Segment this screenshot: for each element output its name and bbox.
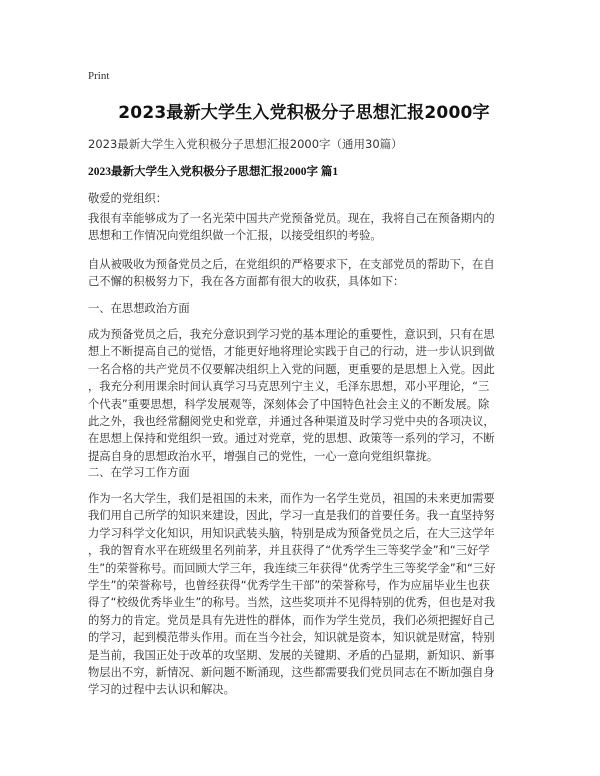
text-line: 一、在思想政治方面 (88, 302, 190, 315)
text-line: 学生”的荣誉称号，也曾经获得“优秀学生干部”的荣誉称号，作为应届毕业生也获 (88, 579, 490, 593)
text-line: ，我充分利用课余时间认真学习马克思列宁主义，毛泽东思想，邓小平理论，“三 (88, 380, 490, 394)
print-link[interactable]: Print (88, 70, 110, 82)
text-line: 思想和工作情况向党组织做一个汇报，以接受组织的考验。 (88, 229, 382, 243)
document-title: 2023最新大学生入党积极分子思想汇报2000字 (118, 103, 490, 123)
paragraph-study-work (88, 490, 514, 699)
text-line: 我们用自己所学的知识来建设，因此，学习一直是我们的首要任务。我一直坚持努 (88, 509, 495, 523)
text-line: 提高自身的思想政治水平，增强自己的党性，一心一意向党组织靠拢。 (88, 449, 439, 463)
salutation-text: 敬爱的党组织： (88, 192, 168, 205)
text-line: 力学习科学文化知识，用知识武装头脑，特别是成为预备党员之后，在大三这学年 (88, 526, 495, 540)
document-subtitle: 2023最新大学生入党积极分子思想汇报2000字（通用30篇） (88, 137, 403, 151)
text-line: 是当前，我国正处于改革的攻坚期、发展的关键期、矛盾的凸显期，新知识、新事 (88, 648, 495, 662)
text-line: 二、在学习工作方面 (88, 466, 190, 479)
paragraph-intro (88, 210, 514, 245)
text-line: ，我的智育水平在班级里名列前茅，并且获得了“优秀学生三等奖学金”和“三好学 (88, 544, 490, 558)
text-line: 一名合格的共产党员不仅要解决组织上入党的问题，更重要的是思想上入党。因此 (88, 362, 495, 376)
text-line: 成为预备党员之后，我充分意识到学习党的基本理论的重要性，意识到，只有在思 (88, 328, 495, 341)
text-line: 作为一名大学生，我们是祖国的未来，而作为一名学生党员，祖国的未来更加需要 (88, 492, 495, 505)
heading-study-work (88, 464, 514, 481)
text-line: 我很有幸能够成为了一名光荣中国共产党预备党员。现在，我将自己在预备期内的 (88, 212, 495, 225)
text-line: 在思想上保持和党组织一致。通过对党章，党的思想、政策等一系列的学习，不断 (88, 432, 495, 446)
text-line: 此之外，我也经常翻阅党史和党章，并通过各种渠道及时学习党中央的各项决议， (88, 415, 495, 429)
text-line: 得了“校级优秀毕业生”的称号。当然，这些奖项并不见得特别的优秀，但也是对我 (88, 596, 496, 610)
section-title: 2023最新大学生入党积极分子思想汇报2000字 篇1 (88, 166, 339, 178)
text-line: 自从被吸收为预备党员之后，在党组织的严格要求下，在支部党员的帮助下，在自 (88, 258, 495, 271)
text-line: 物层出不穷，新情况、新问题不断涌现，这些都需要我们党员同志在不断加强自身 (88, 666, 495, 680)
text-line: 个代表”重要思想，科学发展观等，深刻体会了中国特色社会主义的不断发展。除 (88, 397, 490, 411)
text-line: 的学习，起到模范带头作用。而在当今社会，知识就是资本，知识就是财富，特别 (88, 631, 495, 645)
text-line: 的努力的肯定。党员是具有先进性的群体，而作为学生党员，我们必须把握好自己 (88, 613, 495, 627)
salutation (88, 190, 514, 207)
text-line: 想上不断提高自己的觉悟，才能更好地将理论实践于自己的行动，进一步认识到做 (88, 345, 495, 359)
paragraph-since-admission (88, 256, 514, 291)
text-line: 己不懈的积极努力下，我在各方面都有很大的收获，具体如下： (88, 275, 405, 289)
text-line: 学习的过程中去认识和解决。 (88, 683, 235, 697)
heading-political-thought (88, 300, 514, 317)
paragraph-political-thought (88, 326, 514, 465)
text-line: 生”的荣誉称号。而回顾大学三年，我连续三年获得“优秀学生三等奖学金”和“三好 (88, 561, 496, 575)
